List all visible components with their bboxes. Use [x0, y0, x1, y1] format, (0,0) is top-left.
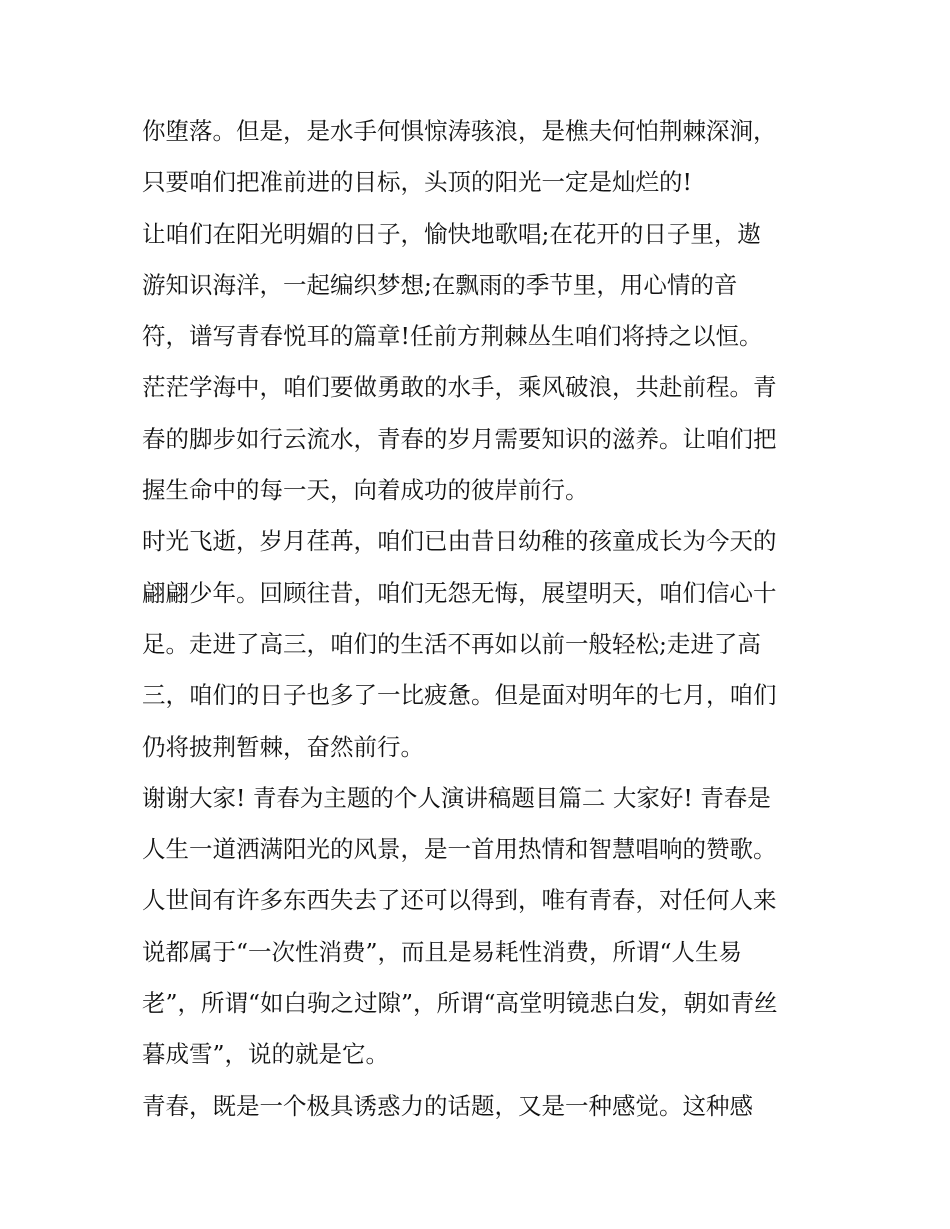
text-line: 人生一道洒满阳光的风景，是一首用热情和智慧唱响的赞歌。	[142, 835, 777, 864]
body-text	[142, 106, 822, 1132]
text-line: 你堕落。但是，是水手何惧惊涛骇浪，是樵夫何怕荆棘深涧，	[142, 117, 777, 145]
text-line: 只要咱们把准前进的目标，头顶的阳光一定是灿烂的!	[142, 168, 692, 197]
text-line: 茫茫学海中，咱们要做勇敢的水手，乘风破浪，共赴前程。青	[142, 373, 777, 402]
text-line: 翩翩少年。回顾往昔，咱们无怨无悔，展望明天，咱们信心十	[142, 578, 777, 607]
text-line: 人世间有许多东西失去了还可以得到，唯有青春，对任何人来	[142, 886, 777, 915]
text-line: 老”，所谓“如白驹之过隙”，所谓“高堂明镜悲白发，朝如青丝	[142, 989, 778, 1018]
text-line: 说都属于“一次性消费”，而且是易耗性消费，所谓“人生易	[142, 937, 743, 966]
text-line: 春的脚步如行云流水，青春的岁月需要知识的滋养。让咱们把	[142, 424, 777, 453]
text-line: 时光飞逝，岁月荏苒，咱们已由昔日幼稚的孩童成长为今天的	[142, 527, 777, 556]
text-line: 让咱们在阳光明媚的日子，愉快地歌唱;在花开的日子里，遨	[142, 219, 761, 248]
text-line: 符，谱写青春悦耳的篇章!任前方荆棘丛生咱们将持之以恒。	[142, 322, 763, 351]
text-line: 谢谢大家! 青春为主题的个人演讲稿题目篇二 大家好! 青春是	[142, 783, 771, 812]
text-line: 握生命中的每一天，向着成功的彼岸前行。	[142, 476, 589, 505]
text-line: 足。走进了高三，咱们的生活不再如以前一般轻松;走进了高	[142, 629, 761, 658]
text-line: 暮成雪”，说的就是它。	[142, 1040, 390, 1069]
text-line: 青春，既是一个极具诱惑力的话题，又是一种感觉。这种感	[142, 1091, 753, 1120]
text-line: 游知识海洋，一起编织梦想;在飘雨的季节里，用心情的音	[142, 270, 738, 299]
text-line: 三，咱们的日子也多了一比疲惫。但是面对明年的七月，咱们	[142, 681, 777, 710]
text-line: 仍将披荆暂棘，奋然前行。	[142, 732, 424, 761]
